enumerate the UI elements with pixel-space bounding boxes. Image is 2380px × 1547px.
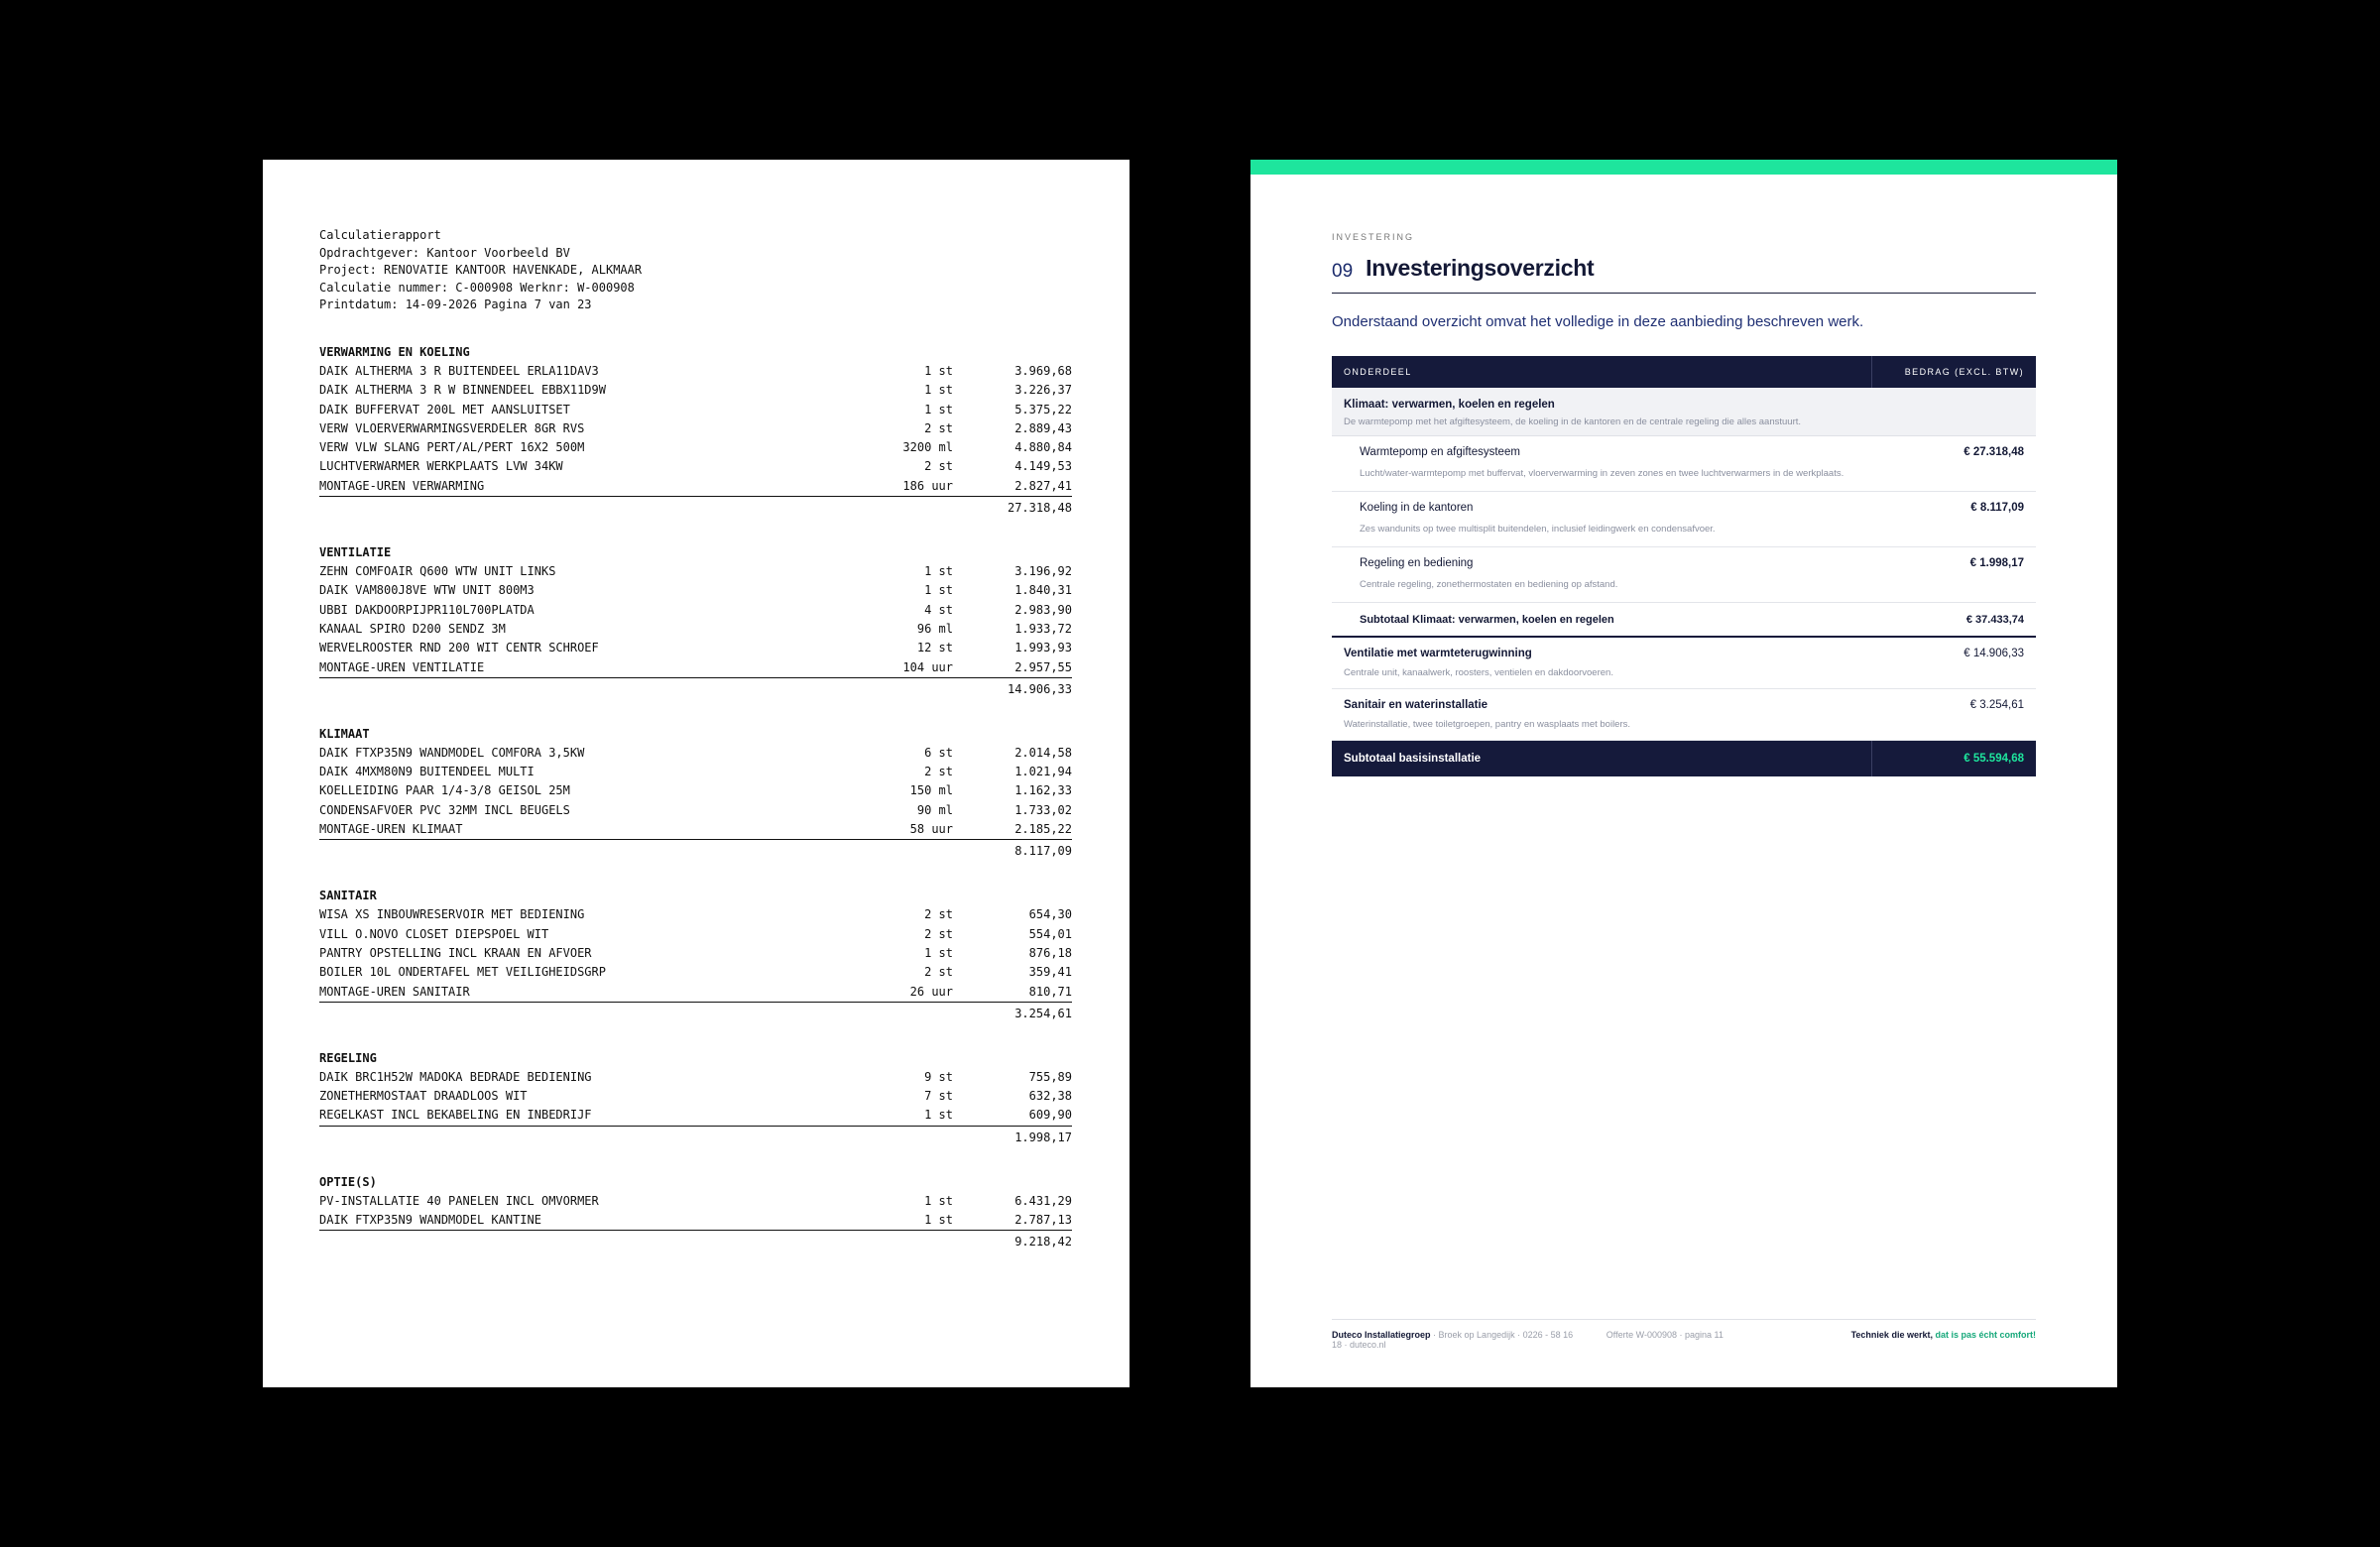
- accent-bar: [1250, 160, 2117, 175]
- list-item: [319, 763, 1072, 781]
- item-amount: 5.375,22: [1014, 402, 1072, 416]
- row-desc: Zes wandunits op twee multisplit buitendelen, inclusief leidingwerk en condensafvoer.: [1360, 524, 1716, 535]
- list-item: [319, 581, 1072, 600]
- item-description: DAIK ALTHERMA 3 R BUITENDEEL ERLA11DAV3: [319, 363, 599, 378]
- list-item: [319, 438, 1072, 457]
- section-total: 27.318,48: [1007, 501, 1072, 516]
- report-header: [319, 227, 1072, 314]
- item-amount: 554,01: [1028, 926, 1072, 941]
- list-item: [319, 477, 1072, 497]
- item-amount: 4.880,84: [1014, 440, 1072, 455]
- report-section: [319, 542, 1072, 698]
- item-quantity: 26 uur: [909, 984, 953, 999]
- investment-overview-page: [1250, 160, 2117, 1387]
- intro-text: Onderstaand overzicht omvat het volledige in deze aanbieding beschreven werk.: [1332, 313, 1864, 330]
- report-section: [319, 724, 1072, 860]
- footer-offer: Offerte W-000908 · pagina 11: [1606, 1330, 1724, 1340]
- item-amount: 810,71: [1028, 984, 1072, 999]
- item-amount: 632,38: [1028, 1089, 1072, 1104]
- table-row: [1332, 492, 2036, 547]
- list-item: [319, 601, 1072, 620]
- item-description: VILL O.NOVO CLOSET DIEPSPOEL WIT: [319, 926, 549, 941]
- item-quantity: 3200 ml: [902, 440, 953, 455]
- item-description: LUCHTVERWARMER WERKPLAATS LVW 34KW: [319, 459, 563, 474]
- section-title: SANITAIR: [319, 889, 377, 903]
- col-amount-header: BEDRAG (EXCL. BTW): [1871, 356, 2036, 388]
- item-quantity: 1 st: [924, 1193, 953, 1208]
- item-quantity: 7 st: [924, 1089, 953, 1104]
- item-quantity: 2 st: [924, 907, 953, 922]
- item-quantity: 1 st: [924, 945, 953, 960]
- item-description: UBBI DAKDOORPIJPR110L700PLATDA: [319, 602, 535, 617]
- item-amount: 2.827,41: [1014, 478, 1072, 493]
- list-item: [319, 381, 1072, 400]
- report-section: [319, 342, 1072, 517]
- item-amount: 4.149,53: [1014, 459, 1072, 474]
- item-quantity: 96 ml: [916, 621, 953, 636]
- list-item: [319, 1211, 1072, 1231]
- list-item: [319, 820, 1072, 840]
- row-amount: € 1.998,17: [1969, 557, 2024, 569]
- row-desc: Centrale unit, kanaalwerk, roosters, ventielen en dakdoorvoeren.: [1344, 667, 1613, 678]
- item-quantity: 1 st: [924, 402, 953, 416]
- section-title: Investeringsoverzicht: [1366, 255, 1595, 281]
- total-label: Subtotaal basisinstallatie: [1344, 753, 1482, 765]
- page-footer: [1332, 1319, 2036, 1350]
- footer-company-name: Duteco Installatiegroep: [1332, 1330, 1431, 1340]
- row-title: Koeling in de kantoren: [1360, 502, 1474, 514]
- row-amount: € 27.318,48: [1964, 446, 2024, 458]
- row-desc: Waterinstallatie, twee toiletgroepen, pantry en wasplaats met boilers.: [1344, 719, 1631, 730]
- report-section: [319, 886, 1072, 1021]
- footer-company-details: · Broek op Langedijk · 0226 - 58 16 18 · duteco.nl: [1332, 1330, 1574, 1350]
- item-amount: 359,41: [1028, 965, 1072, 980]
- section-eyebrow: INVESTERING: [1332, 232, 1415, 242]
- item-amount: 2.889,43: [1014, 420, 1072, 435]
- item-description: DAIK FTXP35N9 WANDMODEL COMFORA 3,5KW: [319, 745, 585, 760]
- list-item: [319, 1192, 1072, 1211]
- item-quantity: 2 st: [924, 965, 953, 980]
- row-amount: € 8.117,09: [1970, 502, 2024, 514]
- list-item: [319, 362, 1072, 381]
- row-desc: Centrale regeling, zonethermostaten en bediening op afstand.: [1360, 579, 1618, 590]
- table-row: [1332, 638, 2036, 689]
- total-amount: € 55.594,68: [1871, 741, 2036, 776]
- item-description: KOELLEIDING PAAR 1/4-3/8 GEISOL 25M: [319, 783, 570, 798]
- section-title: REGELING: [319, 1050, 377, 1065]
- item-amount: 3.226,37: [1014, 383, 1072, 398]
- section-total: 14.906,33: [1007, 681, 1072, 696]
- list-item: [319, 925, 1072, 944]
- item-description: DAIK BRC1H52W MADOKA BEDRADE BEDIENING: [319, 1069, 592, 1084]
- item-amount: 1.933,72: [1014, 621, 1072, 636]
- list-item: [319, 419, 1072, 438]
- item-amount: 2.787,13: [1014, 1212, 1072, 1227]
- list-item: [319, 781, 1072, 800]
- list-item: [319, 620, 1072, 639]
- item-amount: 2.014,58: [1014, 745, 1072, 760]
- item-amount: 1.021,94: [1014, 765, 1072, 779]
- table-row: [1332, 436, 2036, 492]
- item-amount: 1.840,31: [1014, 583, 1072, 598]
- list-item: [319, 1068, 1072, 1087]
- group-desc: De warmtepomp met het afgiftesysteem, de koeling in de kantoren en de centrale regeling die alles aanstuurt.: [1344, 416, 1802, 427]
- list-item: [319, 1087, 1072, 1106]
- item-quantity: 1 st: [924, 383, 953, 398]
- item-amount: 1.733,02: [1014, 802, 1072, 817]
- item-description: PANTRY OPSTELLING INCL KRAAN EN AFVOER: [319, 945, 592, 960]
- item-amount: 2.983,90: [1014, 602, 1072, 617]
- row-title: Ventilatie met warmteterugwinning: [1344, 648, 1532, 659]
- item-amount: 755,89: [1028, 1069, 1072, 1084]
- item-description: REGELKAST INCL BEKABELING EN INBEDRIJF: [319, 1108, 592, 1123]
- item-amount: 876,18: [1028, 945, 1072, 960]
- item-amount: 3.969,68: [1014, 363, 1072, 378]
- item-quantity: 1 st: [924, 564, 953, 579]
- report-section: [319, 1172, 1072, 1251]
- item-quantity: 90 ml: [916, 802, 953, 817]
- section-total: 3.254,61: [1014, 1006, 1072, 1020]
- item-description: DAIK 4MXM80N9 BUITENDEEL MULTI: [319, 765, 535, 779]
- item-amount: 1.162,33: [1014, 783, 1072, 798]
- item-quantity: 2 st: [924, 420, 953, 435]
- item-description: ZEHN COMFOAIR Q600 WTW UNIT LINKS: [319, 564, 556, 579]
- item-description: BOILER 10L ONDERTAFEL MET VEILIGHEIDSGRP: [319, 965, 606, 980]
- section-total: 9.218,42: [1014, 1235, 1072, 1250]
- item-description: CONDENSAFVOER PVC 32MM INCL BEUGELS: [319, 802, 570, 817]
- row-amount: € 14.906,33: [1964, 648, 2024, 659]
- row-title: Regeling en bediening: [1360, 557, 1474, 569]
- list-item: [319, 639, 1072, 657]
- item-amount: 3.196,92: [1014, 564, 1072, 579]
- subtotal-label: Subtotaal Klimaat: verwarmen, koelen en regelen: [1360, 614, 1614, 626]
- item-quantity: 1 st: [924, 363, 953, 378]
- list-item: [319, 944, 1072, 963]
- group-row: [1332, 388, 2036, 436]
- item-description: DAIK VAM800J8VE WTW UNIT 800M3: [319, 583, 535, 598]
- section-total: 8.117,09: [1014, 844, 1072, 859]
- footer-slogan: [1851, 1330, 2036, 1350]
- list-item: [319, 658, 1072, 678]
- table-row: [1332, 547, 2036, 603]
- calculation-report-page: [263, 160, 1130, 1387]
- section-title: KLIMAAT: [319, 726, 370, 741]
- footer-slogan-text: Techniek die werkt,: [1850, 1330, 1936, 1340]
- report-client: Opdrachtgever: Kantoor Voorbeeld BV: [319, 245, 570, 260]
- item-description: MONTAGE-UREN VERWARMING: [319, 478, 485, 493]
- item-quantity: 2 st: [924, 926, 953, 941]
- item-quantity: 4 st: [924, 602, 953, 617]
- item-quantity: 1 st: [924, 1108, 953, 1123]
- table-total-row: [1332, 741, 2036, 776]
- item-quantity: 1 st: [924, 1212, 953, 1227]
- item-quantity: 1 st: [924, 583, 953, 598]
- table-row: [1332, 689, 2036, 741]
- footer-company: [1332, 1330, 1577, 1350]
- section-number: 09: [1332, 261, 1354, 282]
- section-title: VERWARMING EN KOELING: [319, 344, 470, 359]
- list-item: [319, 457, 1072, 476]
- item-quantity: 9 st: [924, 1069, 953, 1084]
- section-title: OPTIE(S): [319, 1174, 377, 1189]
- group-subtotal-row: [1332, 603, 2036, 638]
- report-project: Project: RENOVATIE KANTOOR HAVENKADE, ALKMAAR: [319, 263, 643, 278]
- list-item: [319, 983, 1072, 1003]
- item-description: WERVELROOSTER RND 200 WIT CENTR SCHROEF: [319, 641, 599, 655]
- item-amount: 6.431,29: [1014, 1193, 1072, 1208]
- list-item: [319, 801, 1072, 820]
- item-description: MONTAGE-UREN VENTILATIE: [319, 659, 485, 674]
- list-item: [319, 905, 1072, 924]
- item-description: DAIK ALTHERMA 3 R W BINNENDEEL EBBX11D9W: [319, 383, 606, 398]
- item-description: DAIK BUFFERVAT 200L MET AANSLUITSET: [319, 402, 570, 416]
- item-quantity: 186 uur: [902, 478, 953, 493]
- item-description: ZONETHERMOSTAAT DRAADLOOS WIT: [319, 1089, 528, 1104]
- table-header: [1332, 356, 2036, 388]
- subtotal-amount: € 37.433,74: [1965, 614, 2024, 626]
- item-amount: 609,90: [1028, 1108, 1072, 1123]
- item-description: MONTAGE-UREN SANITAIR: [319, 984, 470, 999]
- row-amount: € 3.254,61: [1969, 699, 2024, 711]
- row-title: Warmtepomp en afgiftesysteem: [1360, 446, 1520, 458]
- item-description: VERW VLW SLANG PERT/AL/PERT 16X2 500M: [319, 440, 585, 455]
- report-section: [319, 1048, 1072, 1146]
- item-quantity: 6 st: [924, 745, 953, 760]
- footer-slogan-highlight: dat is pas écht comfort!: [1935, 1330, 2036, 1340]
- section-total: 1.998,17: [1014, 1130, 1072, 1144]
- item-quantity: 58 uur: [909, 822, 953, 837]
- item-quantity: 2 st: [924, 459, 953, 474]
- report-print-date: Printdatum: 14-09-2026 Pagina 7 van 23: [319, 298, 592, 312]
- item-description: KANAAL SPIRO D200 SENDZ 3M: [319, 621, 506, 636]
- section-heading: [1332, 255, 2036, 294]
- item-amount: 2.957,55: [1014, 659, 1072, 674]
- item-amount: 654,30: [1028, 907, 1072, 922]
- col-part-header: ONDERDEEL: [1344, 367, 1412, 377]
- list-item: [319, 1106, 1072, 1126]
- list-item: [319, 744, 1072, 763]
- item-description: PV-INSTALLATIE 40 PANELEN INCL OMVORMER: [319, 1193, 599, 1208]
- section-title: VENTILATIE: [319, 545, 392, 560]
- report-sections: [319, 342, 1072, 1250]
- row-title: Sanitair en waterinstallatie: [1344, 699, 1488, 711]
- report-calc-number: Calculatie nummer: C-000908 Werknr: W-000908: [319, 280, 635, 295]
- item-quantity: 2 st: [924, 765, 953, 779]
- item-description: DAIK FTXP35N9 WANDMODEL KANTINE: [319, 1212, 541, 1227]
- item-amount: 1.993,93: [1014, 641, 1072, 655]
- item-description: WISA XS INBOUWRESERVOIR MET BEDIENING: [319, 907, 585, 922]
- report-title: Calculatierapport: [319, 228, 441, 242]
- item-description: MONTAGE-UREN KLIMAAT: [319, 822, 463, 837]
- item-description: VERW VLOERVERWARMINGSVERDELER 8GR RVS: [319, 420, 585, 435]
- item-quantity: 12 st: [916, 641, 953, 655]
- group-title: Klimaat: verwarmen, koelen en regelen: [1344, 399, 1555, 411]
- item-quantity: 104 uur: [902, 659, 953, 674]
- item-quantity: 150 ml: [909, 783, 953, 798]
- investment-table: [1332, 356, 2036, 776]
- list-item: [319, 963, 1072, 982]
- list-item: [319, 401, 1072, 419]
- list-item: [319, 562, 1072, 581]
- item-amount: 2.185,22: [1014, 822, 1072, 837]
- row-desc: Lucht/water-warmtepomp met buffervat, vloerverwarming in zeven zones en twee luchtverwarmers in de werkplaats.: [1360, 468, 1844, 479]
